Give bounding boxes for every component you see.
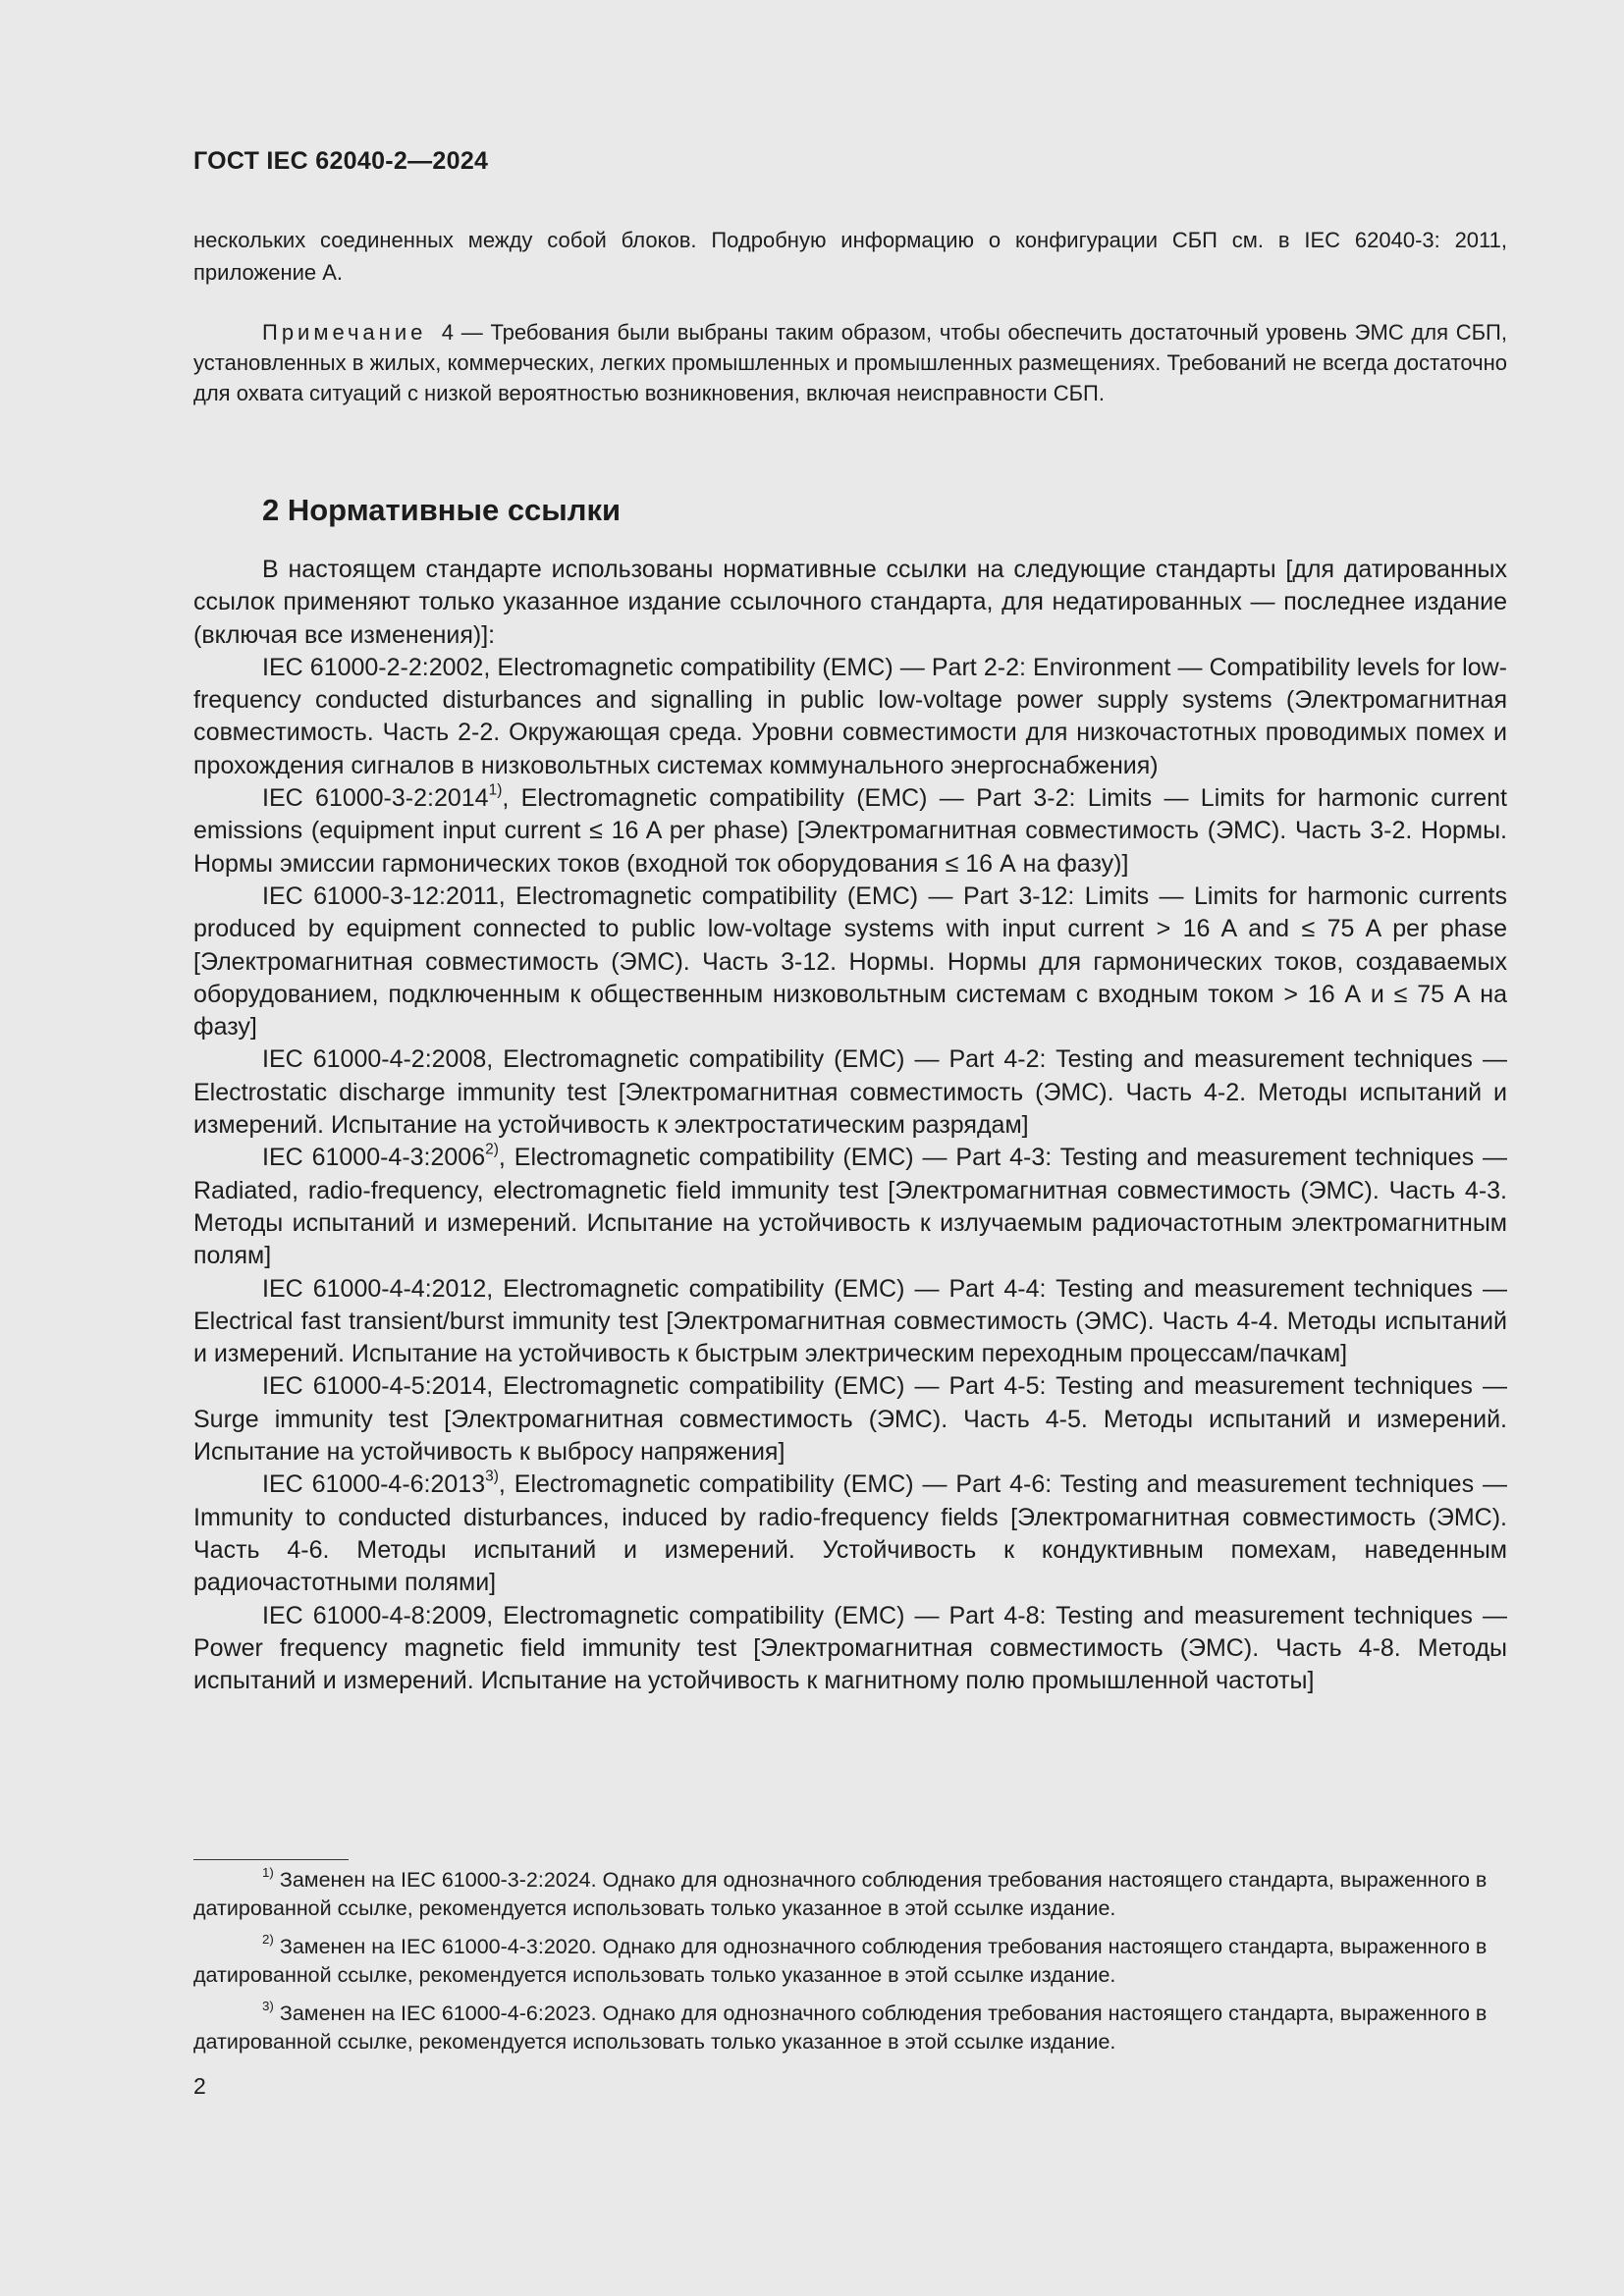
reference-text: , Electromagnetic compatibility (EMC) — Part 4-8: Testing and measurement techniques — Power frequency magnetic field immunity test [Электромагнитная совместимость (ЭМС). Часть 4-8. Методы испытаний и измерений. Испытание на устойчивость к магнитному полю промышленной частоты] bbox=[193, 1601, 1507, 1695]
section-title: 2 Нормативные ссылки bbox=[262, 493, 622, 527]
section-intro: В настоящем стандарте использованы нормативные ссылки на следующие стандарты [для датированных ссылок применяют только указанное издание ссылочного стандарта, для недатированных — последнее издание (включая все изменения)]: bbox=[193, 556, 1507, 649]
references-block bbox=[193, 554, 1507, 1697]
footnote bbox=[193, 1933, 1507, 1990]
note-number: 4 bbox=[441, 320, 455, 345]
reference-item bbox=[193, 1370, 1507, 1468]
footnote-number: 2) bbox=[262, 1932, 274, 1948]
reference-text: , Electromagnetic compatibility (EMC) — Part 2-2: Environment — Compatibility levels for low-frequency conducted disturbances and signalling in public low-voltage power supply systems (Электромагнитная совместимость. Часть 2-2. Окружающая среда. Уровни совместимости для низкочастотных проводимых помех и прохождения сигналов в низковольтных системах коммунального энергоснабжения) bbox=[193, 653, 1507, 779]
footnote-marker: 2) bbox=[485, 1141, 499, 1158]
reference-item bbox=[193, 652, 1507, 782]
footnote-divider bbox=[193, 1859, 349, 1860]
note-paragraph bbox=[193, 317, 1507, 408]
reference-item bbox=[193, 1468, 1507, 1599]
reference-text: , Electromagnetic compatibility (EMC) — Part 3-12: Limits — Limits for harmonic currents produced by equipment connected to public low-voltage systems with input current > 16 A and ≤ 75 A per phase [Электромагнитная совместимость (ЭМС). Часть 3-12. Нормы. Нормы для гармонических токов, создаваемых оборудованием, подключенным к общественным низковольтным системам с входным током > 16 А и ≤ 75 А на фазу] bbox=[193, 881, 1507, 1041]
intro-paragraph: нескольких соединенных между собой блоков. Подробную информацию о конфигурации СБП см. в IEC 62040-3: 2011, приложение А. bbox=[193, 228, 1507, 285]
reference-text: , Electromagnetic compatibility (EMC) — Part 3-2: Limits — Limits for harmonic current emissions (equipment input current ≤ 16 A per phase) [Электромагнитная совместимость (ЭМС). Часть 3-2. Нормы. Нормы эмиссии гармонических токов (входной ток оборудования ≤ 16 А на фазу)] bbox=[193, 784, 1507, 878]
reference-item bbox=[193, 1600, 1507, 1698]
reference-item bbox=[193, 782, 1507, 881]
footnote-marker: 3) bbox=[485, 1468, 499, 1485]
note-label: Примечание bbox=[262, 320, 427, 345]
footnote-number: 1) bbox=[262, 1865, 274, 1881]
reference-code: IEC 61000-3-12:2011 bbox=[262, 881, 499, 910]
reference-item bbox=[193, 881, 1507, 1043]
reference-code: IEC 61000-4-2:2008 bbox=[262, 1045, 487, 1074]
reference-code: IEC 61000-4-8:2009 bbox=[262, 1601, 487, 1629]
footnote-text: Заменен на IEC 61000-3-2:2024. Однако для однозначного соблюдения требования настоящего стандарта, выраженного в датированной ссылке, рекомендуется использовать только указанное в этой ссылке издание. bbox=[193, 1868, 1488, 1920]
page-number: 2 bbox=[193, 2073, 206, 2099]
reference-item bbox=[193, 1273, 1507, 1371]
document-code-header: ГОСТ IEC 62040-2—2024 bbox=[193, 147, 489, 175]
footnote-text: Заменен на IEC 61000-4-6:2023. Однако для однозначного соблюдения требования настоящего стандарта, выраженного в датированной ссылке, рекомендуется использовать только указанное в этой ссылке издание. bbox=[193, 2002, 1488, 2054]
note-text: — Требования были выбраны таким образом, чтобы обеспечить достаточный уровень ЭМС для СБП, установленных в жилых, коммерческих, легких промышленных и промышленных размещениях. Требований не всегда достаточно для охвата ситуаций с низкой вероятностью возникновения, включая неисправности СБП. bbox=[193, 320, 1507, 405]
footnotes-block bbox=[193, 1866, 1507, 2066]
footnote-number: 3) bbox=[262, 1999, 274, 2014]
reference-text: , Electromagnetic compatibility (EMC) — Part 4-2: Testing and measurement techniques — Electrostatic discharge immunity test [Электромагнитная совместимость (ЭМС). Часть 4-2. Методы испытаний и измерений. Испытание на устойчивость к электростатическим разрядам] bbox=[193, 1045, 1507, 1140]
footnote bbox=[193, 1866, 1507, 1923]
footnote-marker: 1) bbox=[488, 781, 503, 799]
reference-text: , Electromagnetic compatibility (EMC) — Part 4-6: Testing and measurement techniques — Immunity to conducted disturbances, induced by radio-frequency fields [Электромагнитная совместимость (ЭМС). Часть 4-6. Методы испытаний и измерений. Устойчивость к кондуктивным помехам, наведенным радиочастотными полями] bbox=[193, 1470, 1507, 1597]
reference-item bbox=[193, 1142, 1507, 1272]
footnote-text: Заменен на IEC 61000-4-3:2020. Однако для однозначного соблюдения требования настоящего стандарта, выраженного в датированной ссылке, рекомендуется использовать только указанное в этой ссылке издание. bbox=[193, 1935, 1488, 1987]
reference-text: , Electromagnetic compatibility (EMC) — Part 4-5: Testing and measurement techniques — Surge immunity test [Электромагнитная совместимость (ЭМС). Часть 4-5. Методы испытаний и измерений. Испытание на устойчивость к выбросу напряжения] bbox=[193, 1372, 1507, 1467]
reference-text: , Electromagnetic compatibility (EMC) — Part 4-4: Testing and measurement techniques — Electrical fast transient/burst immunity test [Электромагнитная совместимость (ЭМС). Часть 4-4. Методы испытаний и измерений. Испытание на устойчивость к быстрым электрическим переходным процессам/пачкам] bbox=[193, 1274, 1507, 1368]
reference-code: IEC 61000-4-6:2013 bbox=[262, 1470, 486, 1499]
reference-text: , Electromagnetic compatibility (EMC) — Part 4-3: Testing and measurement techniques — Radiated, radio-frequency, electromagnetic field immunity test [Электромагнитная совместимость (ЭМС). Часть 4-3. Методы испытаний и измерений. Испытание на устойчивость к излучаемым радиочастотным электромагнитным полям] bbox=[193, 1144, 1507, 1270]
reference-item bbox=[193, 1043, 1507, 1142]
reference-code: IEC 61000-2-2:2002 bbox=[262, 653, 484, 681]
reference-code: IEC 61000-4-4:2012 bbox=[262, 1274, 487, 1303]
reference-code: IEC 61000-4-3:2006 bbox=[262, 1144, 486, 1172]
reference-code: IEC 61000-3-2:2014 bbox=[262, 784, 489, 813]
reference-code: IEC 61000-4-5:2014 bbox=[262, 1372, 487, 1401]
footnote bbox=[193, 2000, 1507, 2056]
